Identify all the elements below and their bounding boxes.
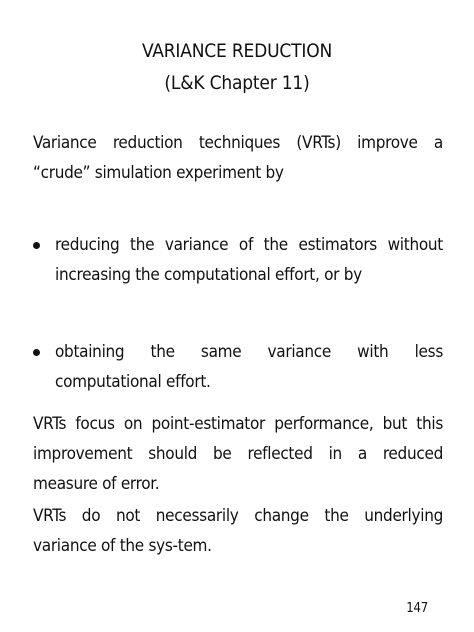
bullet-dot-icon — [33, 349, 40, 356]
body-paragraph: VRTs do not necessarily change the underlying variance of the sys-tem. — [33, 506, 443, 556]
page-number: 147 — [406, 601, 428, 616]
slide-subtitle: (L&K Chapter 11) — [164, 72, 310, 94]
bullet-text: obtaining the same variance with less computational effort. — [55, 342, 443, 392]
bullet-dot-icon — [33, 242, 40, 249]
body-paragraph: VRTs focus on point-estimator performance, but this improvement should be reflected in a reduced measure of error. — [33, 414, 443, 494]
slide-title: VARIANCE REDUCTION — [141, 40, 333, 62]
bullet-text: reducing the variance of the estimators without increasing the computational effort, or by — [55, 235, 443, 285]
intro-paragraph: Variance reduction techniques (VRTs) improve a “crude” simulation experiment by — [33, 133, 443, 183]
